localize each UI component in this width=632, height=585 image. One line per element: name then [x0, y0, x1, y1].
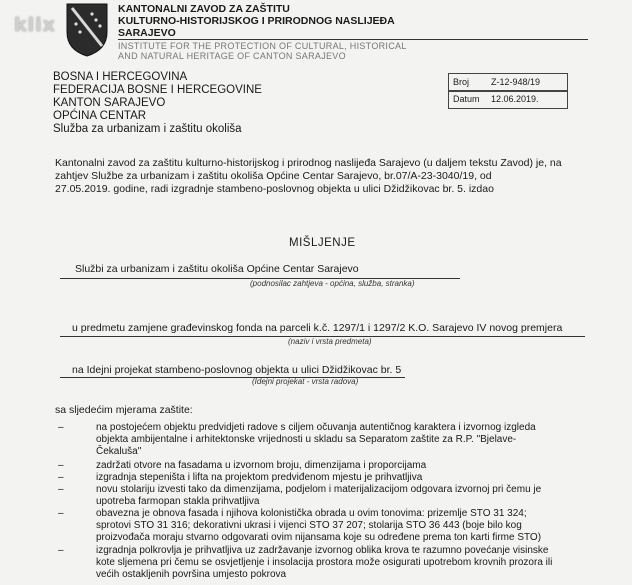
- broj-value: Z-12-948/19: [491, 77, 541, 87]
- coat-of-arms-icon: [62, 2, 112, 58]
- broj-label: Broj: [453, 77, 470, 87]
- list-item: [96, 545, 606, 581]
- field-subject-caption: (naziv i vrsta predmeta): [288, 337, 372, 346]
- measure-1-line2: objekta ambijentalne i arhitektonske vrijednosti u skladu sa Separatom zaštite za R.P. "Bjelave-: [96, 434, 517, 445]
- measure-1-line3: Čekaluša": [96, 446, 142, 457]
- field-applicant-caption: (podnosilac zahtjeva - općina, služba, stranka): [250, 279, 415, 288]
- field-subject: u predmetu zamjene građevinskog fonda na parceli k.č. 1297/1 i 1297/2 K.O. Sarajevo IV novog premjera: [72, 322, 563, 334]
- institution-name-en-line1: INSTITUTE FOR THE PROTECTION OF CULTURAL, HISTORICAL: [118, 41, 407, 51]
- datum-value: 12.06.2019.: [491, 94, 539, 104]
- intro-line2: zahtjev Službe za urbanizam i zaštitu okoliša Općine Centar Sarajevo, br.07/A-23-3040/19, od: [55, 170, 492, 182]
- measure-1-line1: na postojećem objektu predvidjeti radove s ciljem očuvanja autentičnog karaktera i izvornog izgleda: [96, 422, 536, 433]
- measure-6-line2: kote sljemena pri čemu se osvjetljenje i insolacija prostora može osigurati upotrebom krovnih prozora ili: [96, 557, 553, 568]
- measure-5-line2: sprotovi STO 31 316; dekorativni ukrasi i vijenci STO 37 207; stolarija STO 36 443 (boje bilo kog: [96, 520, 522, 531]
- klix-watermark: klix: [14, 14, 56, 36]
- measure-6-line1: izgradnja polkrovlja je prihvatljiva uz zadržavanje izvornog oblika krova te razumno povećanje visinske: [96, 545, 549, 556]
- document-title: MIŠLJENJE: [289, 237, 356, 249]
- field-applicant: Službi za urbanizam i zaštitu okoliša Općine Centar Sarajevo: [75, 263, 359, 275]
- list-bullet: –: [58, 545, 64, 556]
- recipient-block: [53, 71, 262, 136]
- list-bullet: –: [58, 460, 64, 471]
- list-item: [96, 472, 422, 484]
- list-bullet: –: [58, 508, 64, 519]
- recipient-federation: FEDERACIJA BOSNE I HERCEGOVINE: [53, 84, 262, 96]
- measure-2-line1: zadržati otvore na fasadama u izvornom broju, dimenzijama i proporcijama: [96, 460, 427, 471]
- datum-label: Datum: [453, 94, 480, 104]
- institution-name-line3: SARAJEVO: [118, 27, 176, 39]
- recipient-municipality: OPĆINA CENTAR: [53, 110, 147, 122]
- recipient-country: BOSNA I HERCEGOVINA: [53, 71, 188, 83]
- intro-paragraph: [55, 157, 610, 196]
- measure-5-line1: obavezna je obnova fasada i njihova kolonistička obrada u ovim tonovima: prizemlje STO 31 324;: [96, 508, 527, 519]
- measure-6-line3: većih ostakljenih površina umjesto pokrova: [96, 569, 287, 580]
- measure-4-line1: novu stolariju izvesti tako da dimenzijama, podjelom i materijalizacijom odgovara izvornoj pri čemu je: [96, 484, 542, 495]
- list-item: [96, 508, 606, 544]
- measure-4-line2: upotreba farmopan stakla prihvatljiva: [96, 496, 260, 507]
- list-bullet: –: [58, 484, 64, 495]
- list-item: [96, 422, 606, 458]
- recipient-service: Služba za urbanizam i zaštitu okoliša: [53, 123, 242, 135]
- measure-5-line3: proizvođača moraju stvarno odgovarati ovim nijansama koje su određene prema ton karti firme STO): [96, 532, 542, 543]
- list-item: [96, 484, 606, 508]
- field-project-caption: (Idejni projekat - vrsta radova): [252, 377, 359, 386]
- list-bullet: –: [58, 472, 64, 483]
- measures-intro: sa sljedećim mjerama zaštite:: [55, 404, 193, 416]
- field-project: na Idejni projekat stambeno-poslovnog objekta u ulici Džidžikovac br. 5: [72, 364, 402, 376]
- intro-line3: 27.05.2019. godine, radi izgradnje stambeno-poslovnog objekta u ulici Džidžikovac br. 5. izdao: [55, 183, 494, 195]
- datum-box: [448, 90, 568, 109]
- header-divider: [118, 39, 588, 40]
- measure-3-line1: izgradnja stepeništa i lifta na projektom predviđenom mjestu je prihvatljiva: [96, 472, 423, 483]
- intro-line1: Kantonalni zavod za zaštitu kulturno-historijskog i prirodnog naslijeđa Sarajevo (u daljem tekstu Zavod) je, na: [55, 157, 562, 169]
- institution-name-en-line2: AND NATURAL HERITAGE OF CANTON SARAJEVO: [118, 51, 346, 61]
- institution-name-line2: KULTURNO-HISTORIJSKOG I PRIRODNOG NASLIJEĐA: [118, 15, 395, 27]
- list-bullet: –: [58, 422, 64, 433]
- institution-name-line1: KANTONALNI ZAVOD ZA ZAŠTITU: [118, 3, 290, 15]
- recipient-canton: KANTON SARAJEVO: [53, 97, 166, 109]
- list-item: [96, 460, 426, 472]
